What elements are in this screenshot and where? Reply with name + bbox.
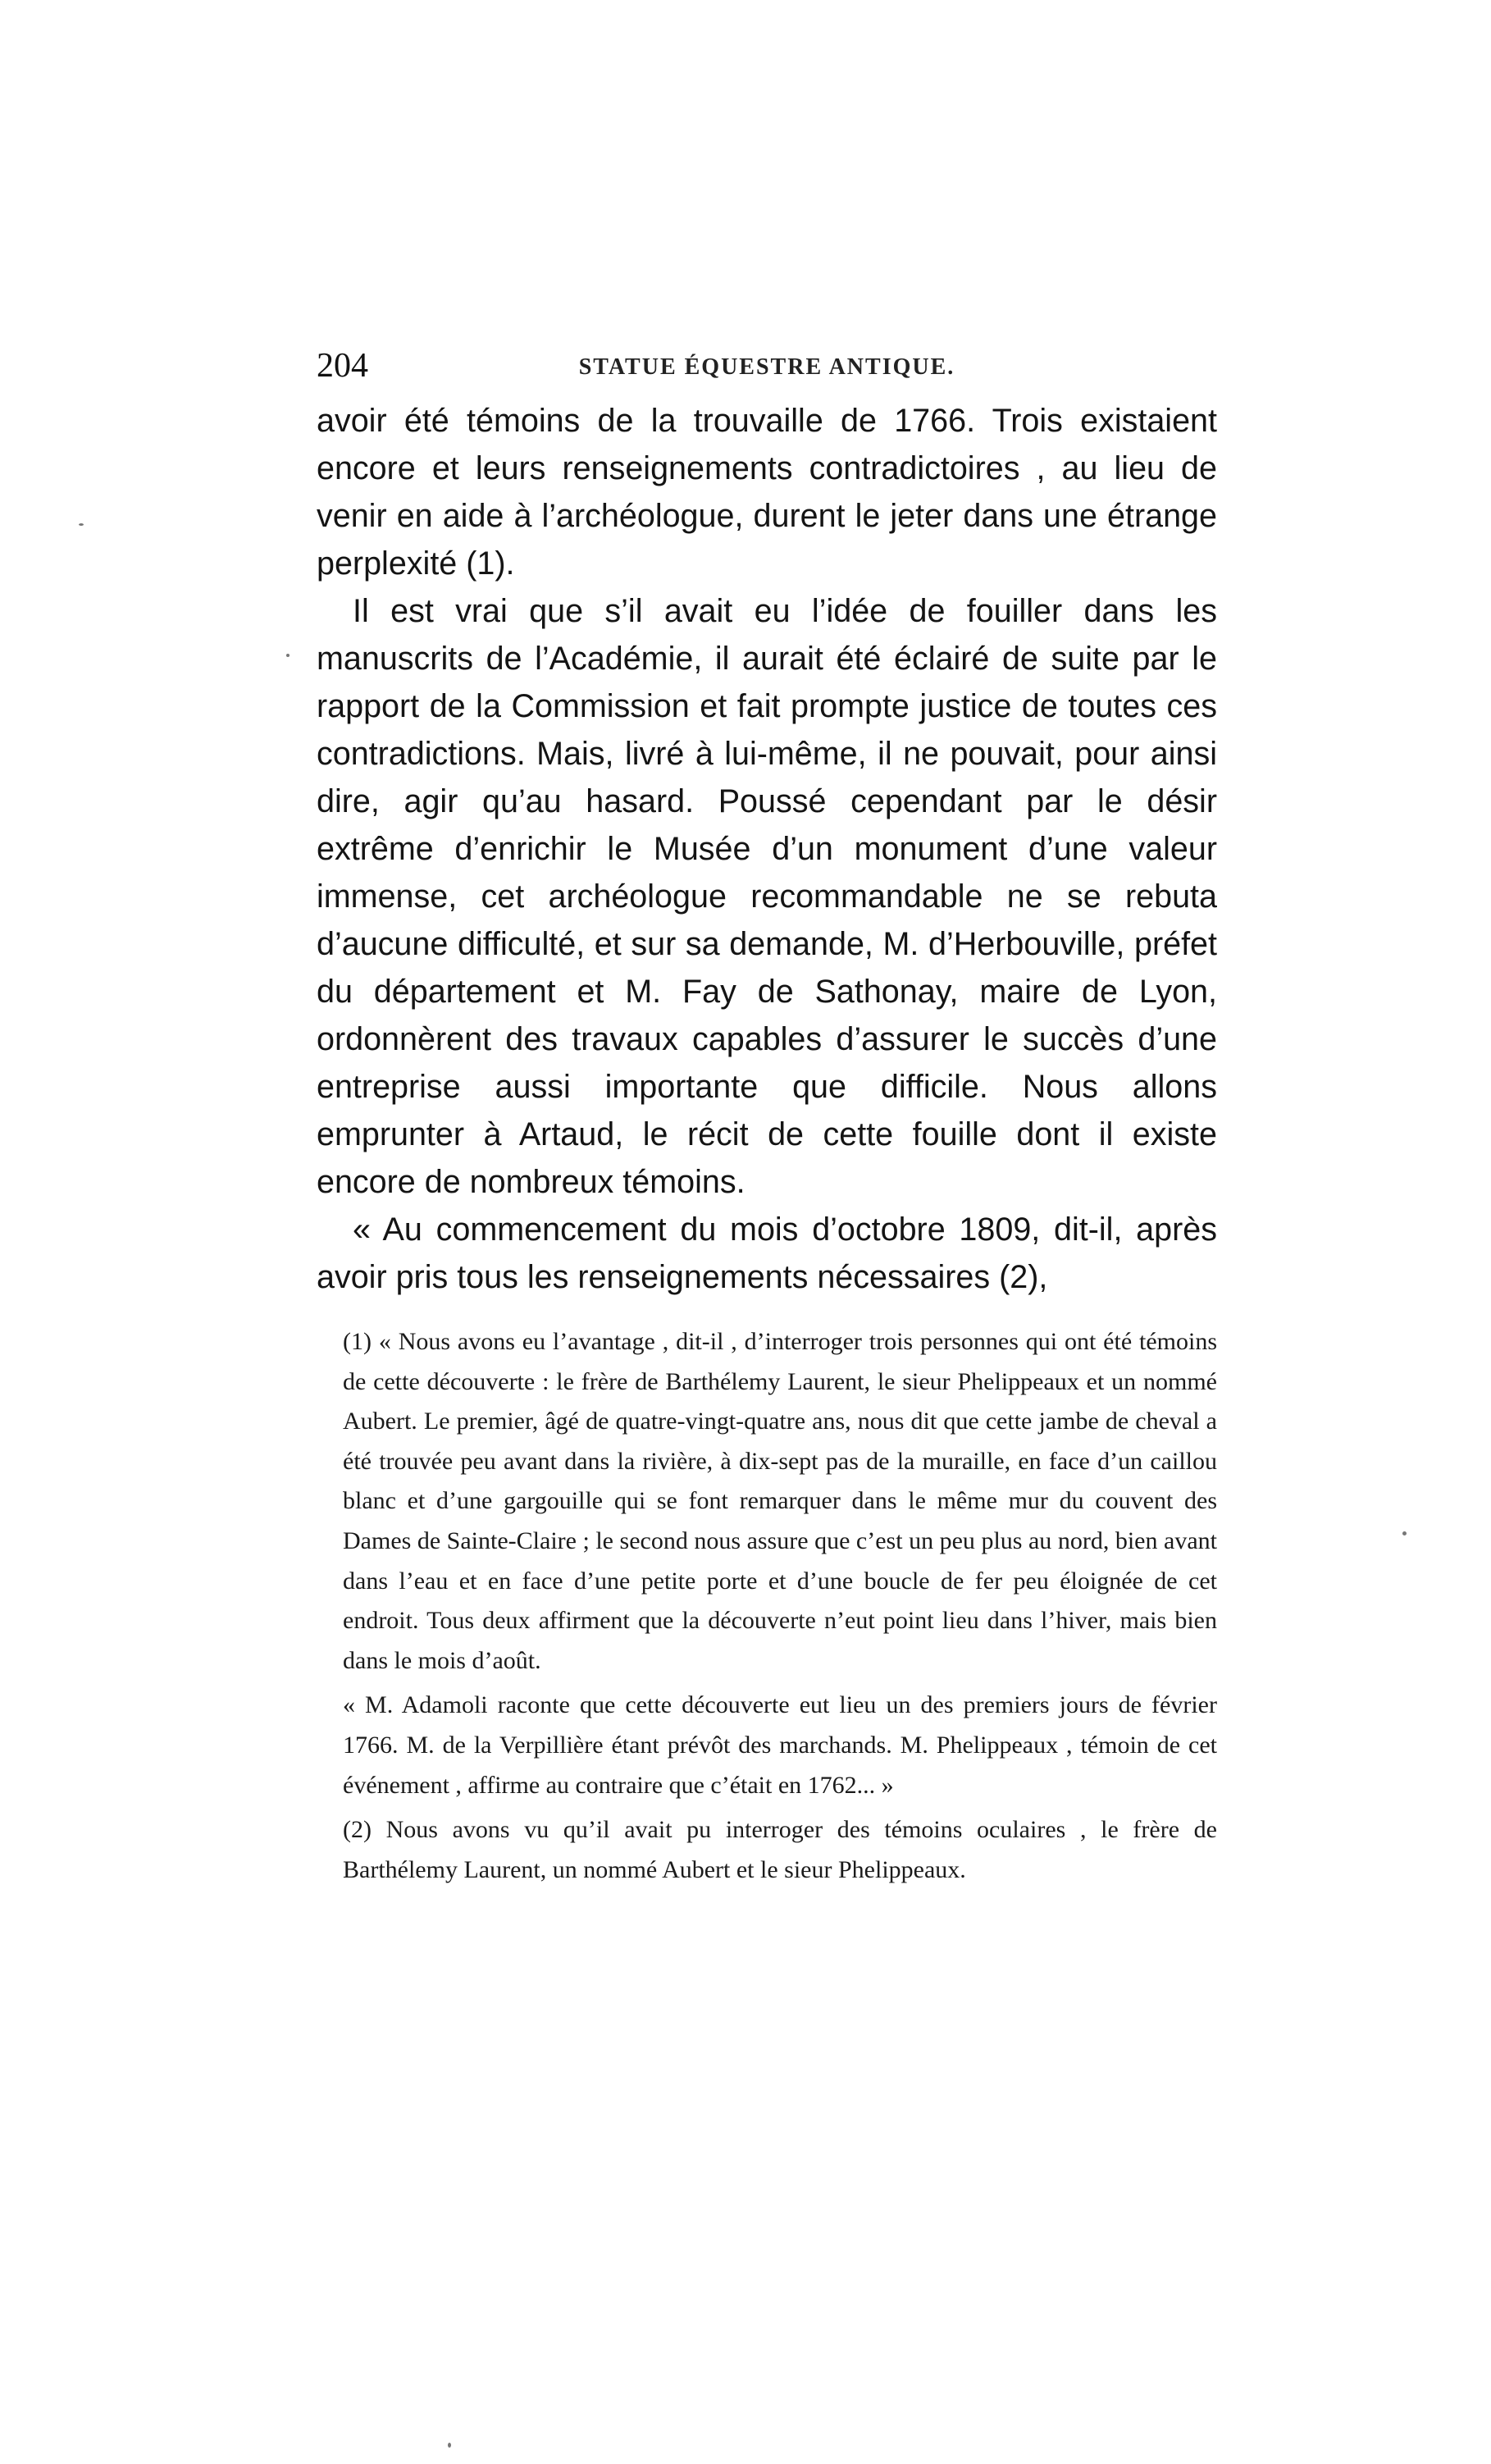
scan-speck [79, 523, 84, 526]
scan-speck [448, 2443, 451, 2448]
footnote-1: (1) « Nous avons eu l’avantage , dit-il , d’interroger trois personnes qui ont été témoins de cette découverte : le frère de Barthélemy Laurent, le sieur Phelippeaux et un nommé Aubert. Le premier, âgé de quatre-vingt-quatre ans, nous dit que cette jambe de cheval a été trouvée peu avant dans la rivière, à dix-sept pas de la muraille, en face d’un caillou blanc et d’une gargouille qui se font remarquer dans le même mur du couvent des Dames de Sainte-Claire ; le second nous assure que c’est un peu plus au nord, bien avant dans l’eau et en face d’une petite porte et d’une boucle de fer peu éloignée de cet endroit. Tous deux affirment que la découverte n’eut point lieu dans l’hiver, mais bien dans le mois d’août. [343, 1328, 1217, 1674]
page-number: 204 [317, 347, 368, 385]
footnote-1-continued: « M. Adamoli raconte que cette découverte eut lieu un des premiers jours de février 1766. M. de la Verpillière étant prévôt des marchands. M. Phelippeaux , témoin de cet événement , affirme au contraire que c’était en 1762... » [343, 1691, 1217, 1799]
running-title: STATUE ÉQUESTRE ANTIQUE. [578, 354, 955, 380]
paragraph: « Au commencement du mois d’octobre 1809, dit-il, après avoir pris tous les renseignements nécessaires (2), [317, 1211, 1217, 1295]
footnote-2: (2) Nous avons vu qu’il avait pu interroger des témoins oculaires , le frère de Barthélemy Laurent, un nommé Aubert et le sieur Phelippeaux. [343, 1816, 1217, 1883]
main-text [317, 397, 1217, 1301]
paragraph: avoir été témoins de la trouvaille de 1766. Trois existaient encore et leurs renseignements contradictoires , au lieu de venir en aide à l’archéologue, durent le jeter dans une étrange perplexité (1). [317, 403, 1217, 582]
scan-speck [1402, 1531, 1407, 1535]
paragraph: Il est vrai que s’il avait eu l’idée de fouiller dans les manuscrits de l’Académie, il aurait été éclairé de suite par le rapport de la Commission et fait prompte justice de toutes ces contradictions. Mais, livré à lui-même, il ne pouvait, pour ainsi dire, agir qu’au hasard. Poussé cependant par le désir extrême d’enrichir le Musée d’un monument d’une valeur immense, cet archéologue recommandable ne se rebuta d’aucune difficulté, et sur sa demande, M. d’Herbouville, préfet du département et M. Fay de Sathonay, maire de Lyon, ordonnèrent des travaux capables d’assurer le succès d’une entreprise aussi importante que difficile. Nous allons emprunter à Artaud, le récit de cette fouille dont il existe encore de nombreux témoins. [317, 593, 1217, 1200]
scan-speck [286, 654, 290, 657]
footnotes [343, 1322, 1217, 1890]
page-header [317, 341, 1217, 390]
